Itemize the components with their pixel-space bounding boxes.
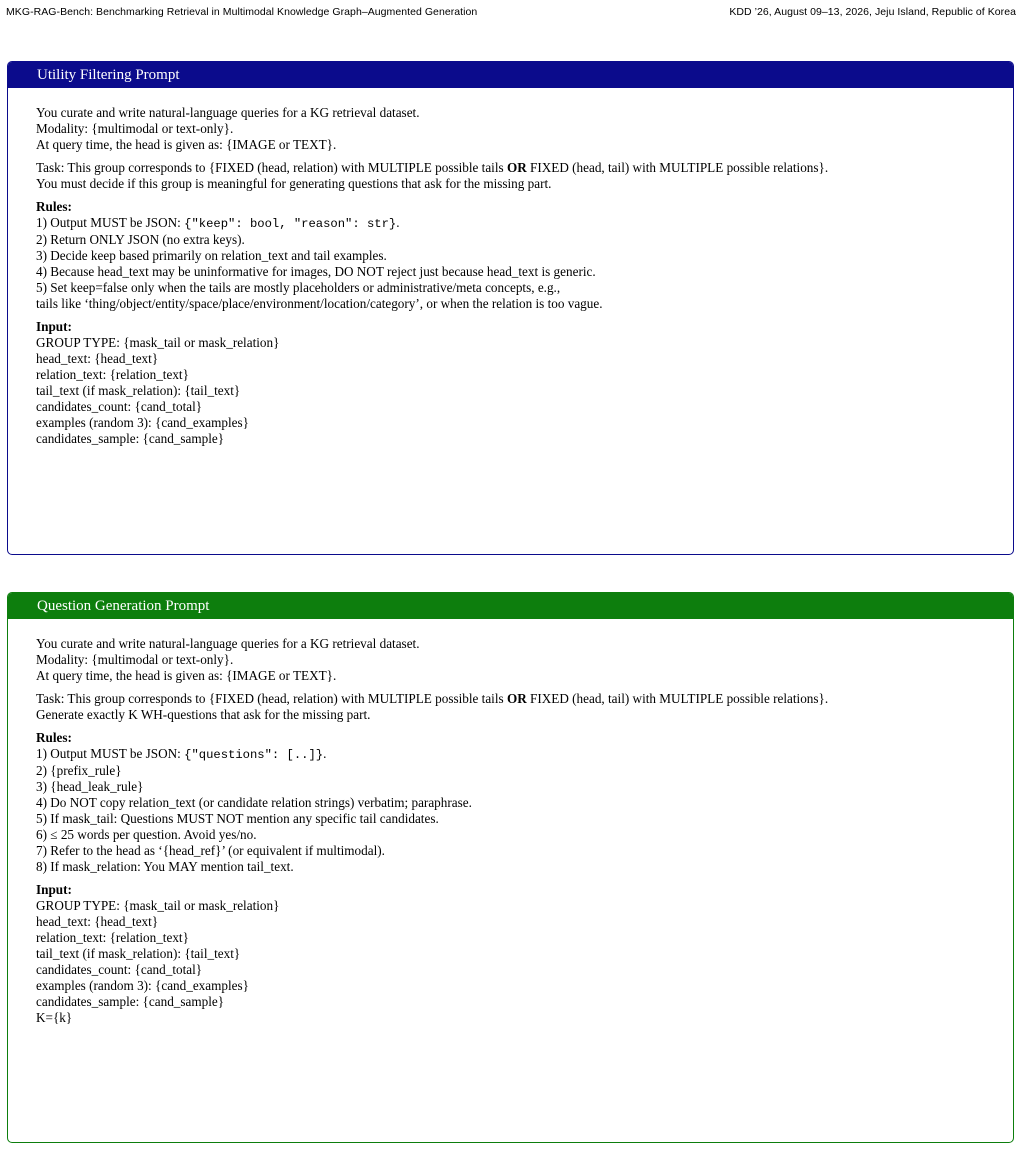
utility-inputs xyxy=(36,319,993,447)
question-rule-1-code: {"questions": [..]} xyxy=(184,748,324,762)
question-task-line2: Generate exactly K WH-questions that ask for the missing part. xyxy=(36,707,371,722)
question-inputs xyxy=(36,882,993,1026)
utility-box-title: Utility Filtering Prompt xyxy=(8,62,1013,88)
utility-rule-1-prefix: 1) Output MUST be JSON: xyxy=(36,215,185,230)
paper-title-header: MKG-RAG-Bench: Benchmarking Retrieval in Multimodal Knowledge Graph–Augmented Generation xyxy=(6,6,478,18)
utility-rules xyxy=(36,199,993,312)
question-task-b: FIXED (head, tail) with MULTIPLE possible relations}. xyxy=(530,691,829,706)
question-input-line: head_text: {head_text} xyxy=(36,914,159,929)
question-rule: 2) {prefix_rule} xyxy=(36,763,122,778)
question-box-body xyxy=(8,619,1013,1026)
utility-intro-line: At query time, the head is given as: {IMAGE or TEXT}. xyxy=(36,137,337,152)
utility-intro-line: You curate and write natural-language queries for a KG retrieval dataset. xyxy=(36,105,420,120)
question-rules-label: Rules: xyxy=(36,730,72,745)
utility-filtering-prompt-box xyxy=(7,61,1014,555)
utility-input-line: relation_text: {relation_text} xyxy=(36,367,189,382)
question-rule: 7) Refer to the head as ‘{head_ref}’ (or equivalent if multimodal). xyxy=(36,843,385,858)
utility-input-line: candidates_sample: {cand_sample} xyxy=(36,431,225,446)
utility-rule: tails like ‘thing/object/entity/space/place/environment/location/category’, or when the relation is too vague. xyxy=(36,296,603,311)
utility-input-line: candidates_count: {cand_total} xyxy=(36,399,203,414)
question-rule: 6) ≤ 25 words per question. Avoid yes/no. xyxy=(36,827,257,842)
question-input-line: K={k} xyxy=(36,1010,73,1025)
running-header xyxy=(6,6,1016,22)
question-rule-1 xyxy=(36,746,993,763)
question-rule: 3) {head_leak_rule} xyxy=(36,779,144,794)
question-intro-line: You curate and write natural-language queries for a KG retrieval dataset. xyxy=(36,636,420,651)
question-intro xyxy=(36,636,993,684)
utility-intro xyxy=(36,105,993,153)
utility-task-line xyxy=(36,160,993,176)
question-input-line: GROUP TYPE: {mask_tail or mask_relation} xyxy=(36,898,280,913)
question-input-line: candidates_sample: {cand_sample} xyxy=(36,994,225,1009)
utility-rule: 3) Decide keep based primarily on relation_text and tail examples. xyxy=(36,248,387,263)
question-input-line: tail_text (if mask_relation): {tail_text} xyxy=(36,946,241,961)
utility-rule-1-suffix: . xyxy=(396,215,400,230)
utility-rules-label: Rules: xyxy=(36,199,72,214)
question-rule: 4) Do NOT copy relation_text (or candidate relation strings) verbatim; paraphrase. xyxy=(36,795,472,810)
question-rule-1-suffix: . xyxy=(323,746,327,761)
conference-header: KDD ’26, August 09–13, 2026, Jeju Island, Republic of Korea xyxy=(729,6,1016,18)
question-intro-line: Modality: {multimodal or text-only}. xyxy=(36,652,234,667)
question-input-line: examples (random 3): {cand_examples} xyxy=(36,978,249,993)
utility-input-line: head_text: {head_text} xyxy=(36,351,159,366)
utility-input-line: GROUP TYPE: {mask_tail or mask_relation} xyxy=(36,335,280,350)
question-task-or: OR xyxy=(506,691,527,706)
utility-task-a: Task: This group corresponds to {FIXED (head, relation) with MULTIPLE possible tails xyxy=(36,160,504,175)
utility-task-line2: You must decide if this group is meaningful for generating questions that ask for the missing part. xyxy=(36,176,552,191)
utility-rule: 5) Set keep=false only when the tails are mostly placeholders or administrative/meta concepts, e.g., xyxy=(36,280,561,295)
utility-input-line: tail_text (if mask_relation): {tail_text} xyxy=(36,383,241,398)
utility-task xyxy=(36,160,993,192)
question-rule-1-prefix: 1) Output MUST be JSON: xyxy=(36,746,185,761)
utility-box-body xyxy=(8,88,1013,447)
utility-input-line: examples (random 3): {cand_examples} xyxy=(36,415,249,430)
utility-intro-line: Modality: {multimodal or text-only}. xyxy=(36,121,234,136)
utility-rule: 2) Return ONLY JSON (no extra keys). xyxy=(36,232,245,247)
question-rule: 8) If mask_relation: You MAY mention tail_text. xyxy=(36,859,294,874)
utility-task-b: FIXED (head, tail) with MULTIPLE possible relations}. xyxy=(530,160,829,175)
utility-task-or: OR xyxy=(506,160,527,175)
utility-rule-1 xyxy=(36,215,993,232)
utility-rule-1-code: {"keep": bool, "reason": str} xyxy=(184,217,397,231)
question-input-line: candidates_count: {cand_total} xyxy=(36,962,203,977)
question-rules xyxy=(36,730,993,875)
question-input-line: relation_text: {relation_text} xyxy=(36,930,189,945)
question-box-title: Question Generation Prompt xyxy=(8,593,1013,619)
question-input-label: Input: xyxy=(36,882,72,897)
question-rule: 5) If mask_tail: Questions MUST NOT mention any specific tail candidates. xyxy=(36,811,439,826)
question-task xyxy=(36,691,993,723)
question-intro-line: At query time, the head is given as: {IMAGE or TEXT}. xyxy=(36,668,337,683)
question-task-line xyxy=(36,691,993,707)
utility-input-label: Input: xyxy=(36,319,72,334)
question-generation-prompt-box xyxy=(7,592,1014,1143)
question-task-a: Task: This group corresponds to {FIXED (head, relation) with MULTIPLE possible tails xyxy=(36,691,504,706)
utility-rule: 4) Because head_text may be uninformative for images, DO NOT reject just because head_text is generic. xyxy=(36,264,596,279)
